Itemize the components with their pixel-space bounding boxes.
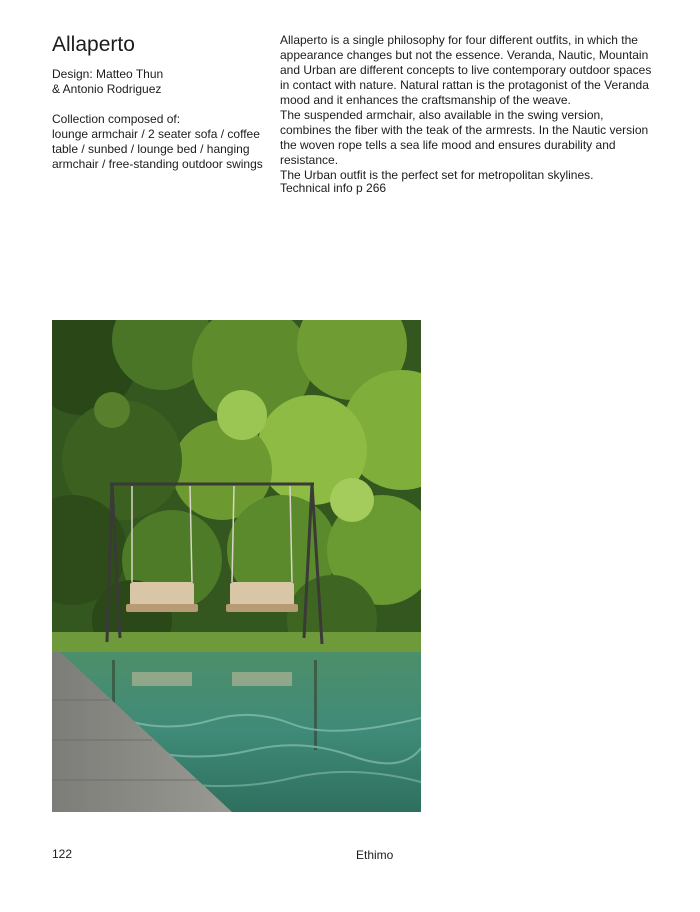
collection-items: lounge armchair / 2 seater sofa / coffee table / sunbed / lounge bed / hanging armchair / free-standing outdoor swings (52, 127, 263, 171)
description-text (280, 33, 652, 183)
designer-line-1: Design: Matteo Thun (52, 67, 164, 81)
collection-intro: Collection composed of: (52, 112, 181, 126)
brand-name: Ethimo (356, 848, 394, 862)
page-title: Allaperto (52, 33, 135, 56)
designer-line-2: & Antonio Rodriguez (52, 82, 162, 96)
product-photo-swings (52, 320, 421, 812)
technical-info-reference: Technical info p 266 (280, 181, 387, 195)
swing-photo-illustration (52, 320, 421, 812)
collection-list (52, 112, 267, 172)
designer-credits (52, 67, 267, 97)
page-number: 122 (52, 847, 73, 861)
description-paragraph-3: The Urban outfit is the perfect set for metropolitan skylines. (280, 168, 594, 182)
description-paragraph-2: The suspended armchair, also available in the swing version, combines the fiber with the teak of the armrests. In the Nautic version the woven rope tells a sea life mood and ensures durability and resistance. (280, 108, 649, 167)
description-paragraph-1: Allaperto is a single philosophy for four different outfits, in which the appearance changes but not the essence. Veranda, Nautic, Mountain and Urban are different concepts to live contemporary outdoor spaces in contact with nature. Natural rattan is the protagonist of the Veranda mood and it enhances the craftsmanship of the weave. (280, 33, 652, 107)
